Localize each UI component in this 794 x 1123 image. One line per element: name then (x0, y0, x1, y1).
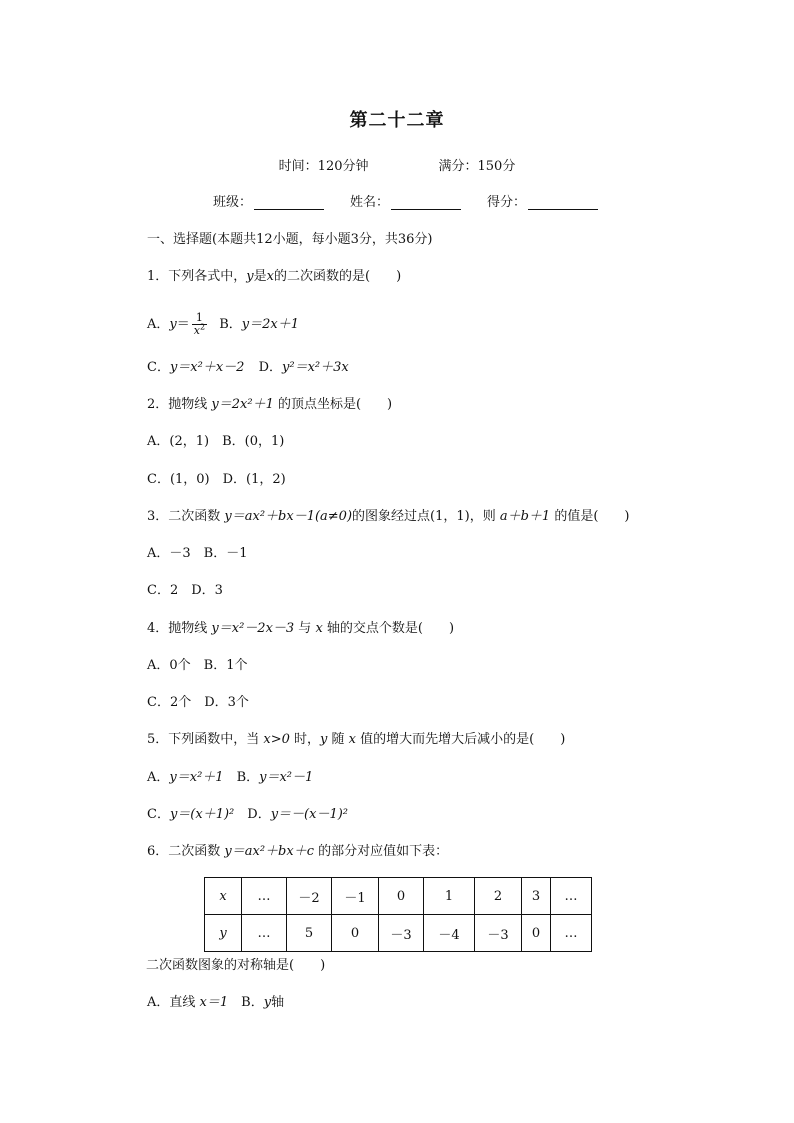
table-cell: … (551, 878, 592, 915)
option-c[interactable]: C．y＝(x＋1)² (147, 807, 235, 822)
table-cell: －4 (424, 915, 475, 952)
table-cell: x (205, 878, 242, 915)
question-3-options-cd[interactable]: C．2 D．3 (147, 583, 223, 598)
question-6-followup: 二次函数图象的对称轴是( ) (146, 958, 326, 973)
option-a[interactable]: A．y＝x²＋1 (147, 770, 224, 785)
option-b[interactable]: B．y轴 (228, 995, 285, 1010)
name-field[interactable] (350, 191, 461, 210)
question-4-stem: 4．抛物线 y＝x²－2x－3 与 x 轴的交点个数是( ) (147, 621, 455, 636)
table-cell: －3 (379, 915, 424, 952)
table-row-x (205, 878, 592, 915)
question-6-options-ab (147, 994, 284, 1012)
table-cell: 5 (287, 915, 332, 952)
table-row-y (205, 915, 592, 952)
question-3-options-ab[interactable]: A．－3 B．－1 (147, 546, 248, 561)
table-cell: … (242, 878, 287, 915)
table-cell: 0 (522, 915, 551, 952)
question-2-stem: 2．抛物线 y＝2x²＋1 的顶点坐标是( ) (147, 397, 393, 412)
name-label: 姓名： (350, 195, 390, 210)
student-info (213, 191, 633, 210)
table-cell: … (551, 915, 592, 952)
option-b[interactable]: B．y＝2x＋1 (219, 317, 299, 332)
option-a[interactable]: A．y＝ $\frac{1}{x^2}$ (147, 311, 206, 337)
question-1-options-ab (147, 312, 299, 337)
table-cell: －3 (475, 915, 522, 952)
exam-full-score: 满分：150分 (438, 159, 516, 174)
table-cell: 2 (475, 878, 522, 915)
question-2-options-cd[interactable]: C．(1，0) D．(1，2) (147, 472, 286, 487)
table-cell: 0 (379, 878, 424, 915)
name-blank[interactable] (391, 195, 461, 210)
table-cell: 0 (332, 915, 379, 952)
section-heading: 一、选择题(本题共12小题，每小题3分，共36分) (147, 232, 433, 247)
exam-time: 时间：120分钟 (278, 159, 369, 174)
question-5-stem: 5．下列函数中，当 x>0 时，y 随 x 值的增大而先增大后减小的是( ) (147, 732, 566, 747)
question-4-options-cd[interactable]: C．2个 D．3个 (147, 695, 249, 710)
score-field[interactable] (487, 191, 598, 210)
question-2-options-ab[interactable]: A．(2，1) B．(0，1) (147, 434, 285, 449)
question-3-stem: 3．二次函数 y＝ax²＋bx－1(a≠0)的图象经过点(1，1)，则 a＋b＋1 的值是( ) (147, 509, 630, 524)
exam-meta (0, 155, 794, 174)
option-d[interactable]: D．y＝－(x－1)² (234, 807, 349, 822)
table-cell: 3 (522, 878, 551, 915)
option-a[interactable]: A．直线 x＝1 (147, 995, 229, 1010)
table-cell: … (242, 915, 287, 952)
question-5-options-ab (147, 769, 313, 787)
class-field[interactable] (213, 191, 324, 210)
table-cell: y (205, 915, 242, 952)
class-blank[interactable] (254, 195, 324, 210)
option-b[interactable]: B．y＝x²－1 (223, 770, 314, 785)
fraction: $\frac{1}{x^2}$ (193, 311, 206, 337)
question-6-stem: 6．二次函数 y＝ax²＋bx＋c 的部分对应值如下表： (147, 844, 449, 859)
chapter-title: 第二十二章 (349, 110, 445, 131)
question-1-options-cd (147, 359, 349, 377)
table-cell: －2 (287, 878, 332, 915)
option-c[interactable]: C．y＝x²＋x－2 (147, 360, 245, 375)
question-4-options-ab[interactable]: A．0个 B．1个 (147, 658, 248, 673)
question-5-options-cd (147, 806, 348, 824)
value-table (204, 877, 592, 952)
score-blank[interactable] (528, 195, 598, 210)
score-label: 得分： (487, 195, 527, 210)
question-1-stem: 1．下列各式中，y是x的二次函数的是( ) (147, 269, 402, 284)
class-label: 班级： (213, 195, 253, 210)
table-cell: －1 (332, 878, 379, 915)
table-cell: 1 (424, 878, 475, 915)
option-d[interactable]: D．y²＝x²＋3x (258, 360, 349, 375)
